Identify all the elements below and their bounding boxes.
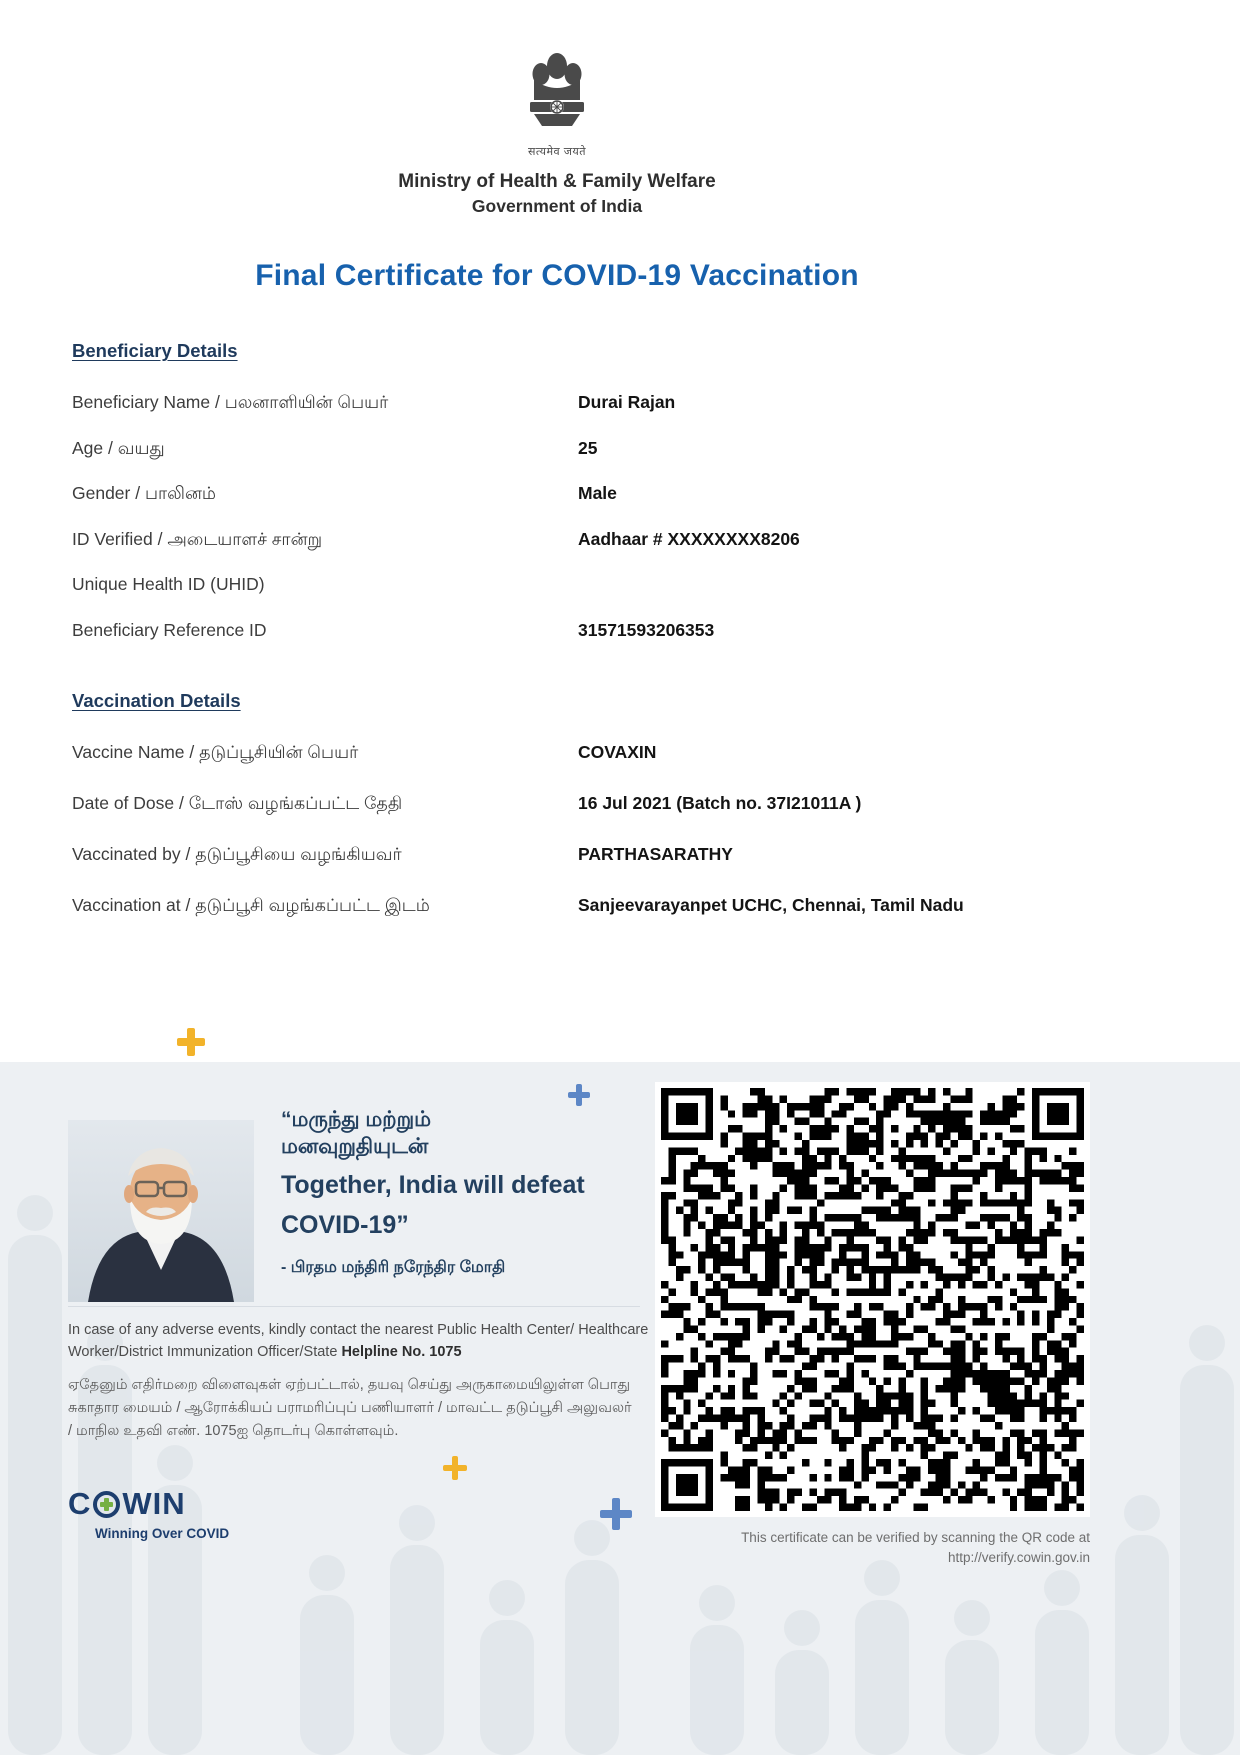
field-value: 31571593206353 <box>578 619 715 640</box>
beneficiary-details-table <box>72 392 1082 665</box>
quote-english-line2: COVID-19” <box>281 1210 409 1239</box>
detail-row <box>72 620 1082 666</box>
footer-banner <box>0 1062 1240 1755</box>
divider <box>68 1306 640 1307</box>
detail-row <box>72 574 1082 620</box>
field-label: Unique Health ID (UHID) <box>72 574 265 594</box>
cowin-letters-win: WIN <box>122 1486 186 1521</box>
plus-decoration-icon <box>600 1498 632 1530</box>
field-label: Beneficiary Reference ID <box>72 619 267 640</box>
vaccination-details-table <box>72 742 1082 946</box>
plus-decoration-icon <box>177 1028 205 1056</box>
cowin-letter-c: C <box>68 1486 92 1521</box>
plus-decoration-icon <box>568 1084 590 1106</box>
field-label: Vaccine Name / தடுப்பூசியின் பெயர் <box>72 742 359 762</box>
detail-row <box>72 844 1082 895</box>
field-label: Vaccination at / தடுப்பூசி வழங்கப்பட்ட இடம் <box>72 895 430 915</box>
pm-modi-photo <box>68 1120 254 1302</box>
emblem-caption: सत्यमेव जयते <box>527 146 587 158</box>
field-value: 25 <box>578 437 598 458</box>
pm-quote <box>281 1106 626 1278</box>
qr-code-panel <box>655 1082 1090 1517</box>
national-emblem-icon <box>526 50 588 142</box>
advisory-tamil: ஏதேனும் எதிர்மறை விளைவுகள் ஏற்பட்டால், தயவு செய்து அருகாமையிலுள்ள பொது சுகாதார மையம் / ஆரோக்கியப் பராமரிப்புப் பணியாளர் / மாவட்ட தடுப்பூசி அலுவலர் / மாநில உதவி எண். 1075ஐ தொடர்பு கொள்ளவும். <box>68 1377 632 1439</box>
plus-decoration-icon <box>443 1456 467 1480</box>
verify-note <box>655 1528 1090 1567</box>
advisory-english <box>68 1320 653 1364</box>
detail-row <box>72 392 1082 438</box>
field-value: 16 Jul 2021 (Batch no. 37I21011A ) <box>578 793 862 813</box>
field-value: Aadhaar # XXXXXXXX8206 <box>578 528 800 549</box>
cowin-logo <box>68 1486 229 1541</box>
detail-row <box>72 742 1082 793</box>
quote-tamil-line1: “மருந்து மற்றும் <box>281 1108 432 1131</box>
detail-row <box>72 438 1082 484</box>
field-label: Vaccinated by / தடுப்பூசியை வழங்கியவர் <box>72 844 402 864</box>
cowin-logo-row <box>68 1486 229 1522</box>
field-label: ID Verified / அடையாளச் சான்று <box>72 528 323 549</box>
advisory-english-text: In case of any adverse events, kindly contact the nearest Public Health Center/ Healthcare Worker/District Immunization Officer/State <box>68 1322 649 1360</box>
certificate-header <box>0 0 1114 293</box>
ministry-name: Ministry of Health & Family Welfare <box>398 171 716 192</box>
field-value: COVAXIN <box>578 742 657 762</box>
qr-code <box>661 1088 1084 1511</box>
beneficiary-details-heading: Beneficiary Details <box>72 340 238 361</box>
detail-row <box>72 483 1082 529</box>
cowin-tagline: Winning Over COVID <box>95 1526 230 1541</box>
vaccination-details-heading: Vaccination Details <box>72 690 241 711</box>
certificate-title: Final Certificate for COVID-19 Vaccination <box>255 259 859 292</box>
cowin-plus-icon <box>93 1491 120 1518</box>
field-label: Date of Dose / டோஸ் வழங்கப்பட்ட தேதி <box>72 793 403 813</box>
government-name: Government of India <box>471 196 643 216</box>
field-label: Beneficiary Name / பலனாளியின் பெயர் <box>72 392 389 412</box>
field-value: Durai Rajan <box>578 392 676 412</box>
field-label: Age / வயது <box>72 437 165 458</box>
field-value: Male <box>578 483 617 503</box>
quote-attribution: - பிரதம மந்திரி நரேந்திர மோதி <box>281 1258 506 1276</box>
field-value: Sanjeevarayanpet UCHC, Chennai, Tamil Nadu <box>578 895 964 915</box>
detail-row <box>72 895 1082 946</box>
field-label: Gender / பாலினம் <box>72 483 216 503</box>
quote-tamil-line2: மனவுறுதியுடன் <box>281 1135 429 1159</box>
verify-url: http://verify.cowin.gov.in <box>947 1549 1090 1565</box>
field-value: PARTHASARATHY <box>578 844 733 864</box>
quote-english-line1: Together, India will defeat <box>281 1170 585 1199</box>
detail-row <box>72 529 1082 575</box>
detail-row <box>72 793 1082 844</box>
advisory-helpline-number: Helpline No. 1075 <box>341 1343 462 1360</box>
verify-text: This certificate can be verified by scanning the QR code at <box>741 1530 1090 1545</box>
